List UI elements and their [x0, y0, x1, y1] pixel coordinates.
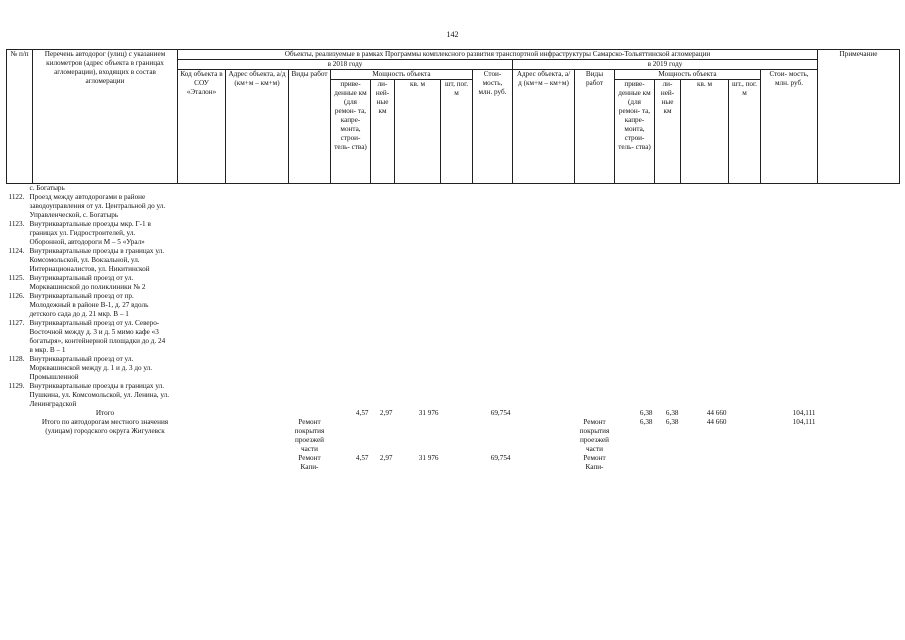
- row-number: 1122.: [8, 193, 25, 201]
- header-power-2019: Мощность объекта: [615, 70, 761, 80]
- table-row: [7, 355, 900, 382]
- header-reduced-km-2019: приве- денные км (для ремон- та, капре- монта, строи- тель- ства): [615, 80, 655, 184]
- header-pcs-2018: шт, пог. м: [441, 80, 473, 184]
- last-km-2018: 4,57: [355, 454, 369, 462]
- program-table: [6, 49, 900, 472]
- table-row: [7, 274, 900, 292]
- last-sq-2018: 31 976: [418, 454, 439, 462]
- district-cost-2019: 104,111: [792, 418, 816, 426]
- header-address-2018: Адрес объекта, а/д (км+м – км+м): [226, 70, 289, 184]
- header-year-2018: в 2018 году: [178, 60, 513, 70]
- table-row: [7, 247, 900, 274]
- row-number: 1128.: [8, 355, 25, 363]
- total-km-2018: 4,57: [355, 409, 369, 417]
- header-sq-m-2018: кв. м: [395, 80, 441, 184]
- header-year-2019: в 2019 году: [513, 60, 818, 70]
- header-cost-2018: Стои- мость, млн. руб.: [473, 70, 513, 184]
- table-row: [7, 382, 900, 409]
- table-row: [7, 319, 900, 355]
- district-works-2018: Ремонт покрытия проезжей части: [294, 418, 325, 453]
- row-text: Внутриквартальный проезд от ул. Северо-Восточной между д. 3 и д. 5 мимо кафе «3 богатыря», контейнерной площадки до д. 24 в мкр. В – 1: [29, 319, 166, 354]
- row-text: Внутриквартальный проезд от ул. Морквашинской до поликлиники № 2: [29, 274, 146, 291]
- district-total-row: [7, 418, 900, 454]
- total-lin-2019: 6,38: [665, 409, 679, 417]
- header-reduced-km-2018: приве- денные км (для ремон- та, капре- монта, строи- тель- ства): [331, 80, 371, 184]
- table-row: [7, 193, 900, 220]
- row-number: 1129.: [8, 382, 25, 390]
- district-works-2019: Ремонт покрытия проезжей части: [579, 418, 610, 453]
- header-power-2018: Мощность объекта: [331, 70, 473, 80]
- last-row: [7, 454, 900, 472]
- table-row: [7, 184, 900, 194]
- header-address-2019: Адрес объекта, а/д (км+м – км+м): [513, 70, 575, 184]
- total-sq-2019: 44 660: [706, 409, 727, 417]
- total-cost-2019: 104,111: [792, 409, 816, 417]
- header-cost-2019: Стои- мость, млн. руб.: [761, 70, 818, 184]
- row-number: 1123.: [8, 220, 25, 228]
- header-linear-km-2019: ли- ней- ные км: [655, 80, 681, 184]
- row-number: 1125.: [8, 274, 25, 282]
- header-num: № п/п: [7, 50, 33, 184]
- row-number: 1126.: [8, 292, 25, 300]
- last-works-2019: Ремонт Капи-: [583, 454, 606, 471]
- total-lin-2018: 2,97: [379, 409, 393, 417]
- row-text: Внутриквартальные проезды в границах ул. Пушкина, ул. Комсомольской, ул. Ленина, ул. Ленинградской: [29, 382, 170, 408]
- header-program: Объекты, реализуемые в рамках Программы комплексного развития транспортной инфраструктуры Самарско-Тольяттинской агломерации: [178, 50, 818, 60]
- total-label: Итого: [95, 409, 115, 417]
- row-text: Внутриквартальный проезд от ул. Морквашинской между д. 1 и д. 3 до ул. Промышленной: [29, 355, 153, 381]
- page-number: 142: [446, 30, 459, 39]
- total-cost-2018: 69,754: [490, 409, 511, 417]
- district-km-2019: 6,38: [639, 418, 653, 426]
- table-row: [7, 220, 900, 247]
- total-km-2019: 6,38: [639, 409, 653, 417]
- district-lin-2019: 6,38: [665, 418, 679, 426]
- last-works-2018: Ремонт Капи-: [298, 454, 321, 471]
- total-sq-2018: 31 976: [418, 409, 439, 417]
- header-sq-m-2019: кв. м: [681, 80, 729, 184]
- row-number: 1127.: [8, 319, 25, 327]
- district-sq-2019: 44 660: [706, 418, 727, 426]
- row-text: Внутриквартальные проезды мкр. Г-1 в границах ул. Гидростроителей, ул. Оборонной, автодороги М – 5 «Урал»: [29, 220, 151, 246]
- last-cost-2018: 69,754: [490, 454, 511, 462]
- district-total-label: Итого по автодорогам местного значения (улицам) городского округа Жигулевск: [41, 418, 169, 435]
- header-roads: Перечень автодорог (улиц) с указанием километров (адрес объекта в границах агломерации), входящих в состав агломерации: [33, 50, 178, 184]
- header-works-2019: Виды работ: [575, 70, 615, 184]
- table-row: [7, 292, 900, 319]
- total-row: [7, 409, 900, 418]
- header-works-2018: Виды работ: [289, 70, 331, 184]
- header-linear-km-2018: ли- ней- ные км: [371, 80, 395, 184]
- row-text: Внутриквартальные проезды в границах ул. Комсомольской, ул. Вокзальной, ул. Интернационалистов, ул. Никитинской: [29, 247, 164, 273]
- row-text: Внутриквартальный проезд от пр. Молодежный в районе В-1, д. 27 вдоль детского сада до д. 21 мкр. В – 1: [29, 292, 149, 318]
- row-text: Проезд между автодорогами в районе заводоуправления от ул. Центральной до ул. Управленческой, с. Богатырь: [29, 193, 166, 219]
- row-text: с. Богатырь: [29, 184, 65, 192]
- last-lin-2018: 2,97: [379, 454, 393, 462]
- header-code: Код объекта в СОУ «Эталон»: [178, 70, 226, 184]
- header-pcs-2019: шт., пог. м: [729, 80, 761, 184]
- row-number: 1124.: [8, 247, 25, 255]
- header-note: Примечание: [818, 50, 900, 184]
